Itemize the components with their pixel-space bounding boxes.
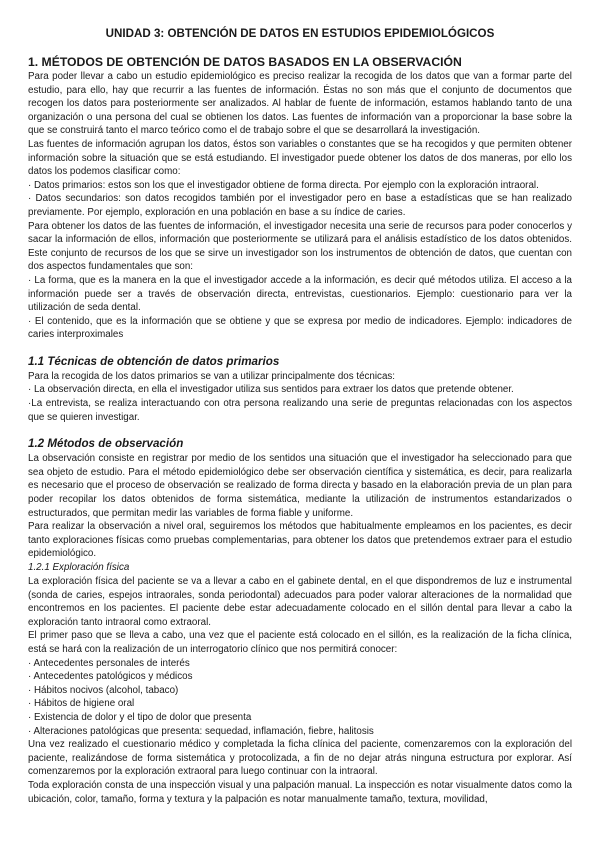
- bullet-item: · Hábitos de higiene oral: [28, 698, 135, 710]
- bullet-item: · Hábitos nocivos (alcohol, tabaco): [28, 684, 179, 696]
- section-1-2-heading: 1.2 Métodos de observación: [28, 437, 184, 451]
- paragraph: La exploración física del paciente se va a llevar a cabo en el gabinete dental, en el que dispondremos de luz e instrumental (sonda de caries, espejos intraorales, sonda periodontal) adecuados para poder valorar alteraciones de la normalidad que encontremos en los pacientes. El paciente debe estar adecuadamente colocado en el sillón dental para llevar a cabo la exploración tanto intraoral como extraoral.: [28, 576, 572, 628]
- paragraph: Para poder llevar a cabo un estudio epidemiológico es preciso realizar la recogida de los datos que van a formar parte del estudio, para ello, hay que recurrir a las fuentes de información. Éstas no son más que el conjunto de documentos que recogen los datos para posteriormente ser analizados. Al hablar de fuente de información, estamos hablando tanto de una organización o una persona del cual se obtienen los datos. Las fuentes de información van a proporcionar la base sobre la que se construirá tanto el marco teórico como el de trabajo sobre el que se desarrollará la investigación.: [28, 71, 572, 137]
- paragraph: Toda exploración consta de una inspección visual y una palpación manual. La inspección es notar visualmente datos como la ubicación, color, tamaño, forma y textura y la palpación es notar manualmente tamaño, textura, movilidad,: [28, 779, 572, 805]
- bullet-item: · El contenido, que es la información que se obtiene y que se expresa por medio de indicadores. Ejemplo: indicadores de caries interproximales: [28, 315, 572, 341]
- bullet-item: · Existencia de dolor y el tipo de dolor que presenta: [28, 711, 252, 723]
- bullet-item: · Alteraciones patológicas que presenta: sequedad, inflamación, fiebre, halitosis: [28, 725, 374, 737]
- bullet-item: · Antecedentes personales de interés: [28, 657, 190, 669]
- paragraph: Las fuentes de información agrupan los datos, éstos son variables o constantes que se ha recogidos y que permiten obtener información sobre la situación que se está estudiando. El investigador puede obtener los datos de dos maneras, por ello los datos los podemos clasificar como:: [28, 138, 572, 178]
- section-1-1-heading: 1.1 Técnicas de obtención de datos primarios: [28, 354, 280, 368]
- paragraph: La observación consiste en registrar por medio de los sentidos una situación que el investigador ha seleccionado para que sea objeto de estudio. Para el método epidemiológico debe ser observación científica y sistemática, es decir, para realizarla es necesario que el proceso de observación se realizado de forma directa y basado en la elaboración previa de un plan para poder recopilar los datos obtenidos de forma sistemática, mediante la utilización de instrumentos estandarizados o estructurados, que permitan medir las variables de forma fiable y uniforme.: [28, 453, 572, 519]
- bullet-item: · Antecedentes patológicos y médicos: [28, 671, 193, 683]
- section-1-heading: 1. MÉTODOS DE OBTENCIÓN DE DATOS BASADOS EN LA OBSERVACIÓN: [28, 55, 462, 69]
- bullet-item: · Datos primarios: estos son los que el investigador obtiene de forma directa. Por ejemplo con la exploración intraoral.: [28, 179, 539, 191]
- document-title: UNIDAD 3: OBTENCIÓN DE DATOS EN ESTUDIOS EPIDEMIOLÓGICOS: [105, 27, 495, 40]
- paragraph: Para obtener los datos de las fuentes de información, el investigador necesita una serie de recursos para poder conocerlos y sacar la información de ellos, información que posteriormente se utilizará para el análisis estadístico de los datos obtenidos. Este conjunto de recursos de los que se sirve un investigador son los instrumentos de obtención de datos, que cuentan con dos aspectos fundamentales que son:: [28, 220, 572, 273]
- paragraph: Una vez realizado el cuestionario médico y completada la ficha clínica del paciente, comenzaremos con la exploración del paciente, realizándose de forma sistemática y protocolizada, a fin de no dejar atrás ninguna estructura por explorar. Así comenzaremos por la exploración extraoral para luego continuar con la intraoral.: [28, 739, 572, 778]
- section-1-2-1-heading: 1.2.1 Exploración física: [28, 562, 130, 573]
- bullet-item: · La observación directa, en ella el investigador utiliza sus sentidos para extraer los datos que pretende obtener.: [28, 384, 514, 396]
- paragraph: Para realizar la observación a nivel oral, seguiremos los métodos que habitualmente empleamos en los pacientes, es decir tanto exploraciones físicas como pruebas complementarias, para obtener los datos que pretendemos extraer para el estudio epidemiológico.: [28, 521, 572, 560]
- paragraph: El primer paso que se lleva a cabo, una vez que el paciente está colocado en el sillón, es la realización de la ficha clínica, está se hará con la realización de un interrogatorio clínico que nos permitirá conocer:: [28, 630, 572, 655]
- bullet-item: ·La entrevista, se realiza interactuando con otra persona realizando una serie de preguntas relacionadas con los aspectos que se quieren investigar.: [28, 398, 572, 423]
- bullet-item: · La forma, que es la manera en la que el investigador accede a la información, es decir qué métodos utiliza. El acceso a la información puede ser a través de observación directa, entrevistas, cuestionarios. Ejemplo: cuestionario para ver la utilización de seda dental.: [28, 274, 572, 314]
- bullet-item: · Datos secundarios: son datos recogidos también por el investigador pero en base a estadísticas que se han realizado previamente. Por ejemplo, exploración en una población en base a su índice de caries.: [28, 193, 572, 218]
- paragraph: Para la recogida de los datos primarios se van a utilizar principalmente dos técnicas:: [28, 370, 396, 382]
